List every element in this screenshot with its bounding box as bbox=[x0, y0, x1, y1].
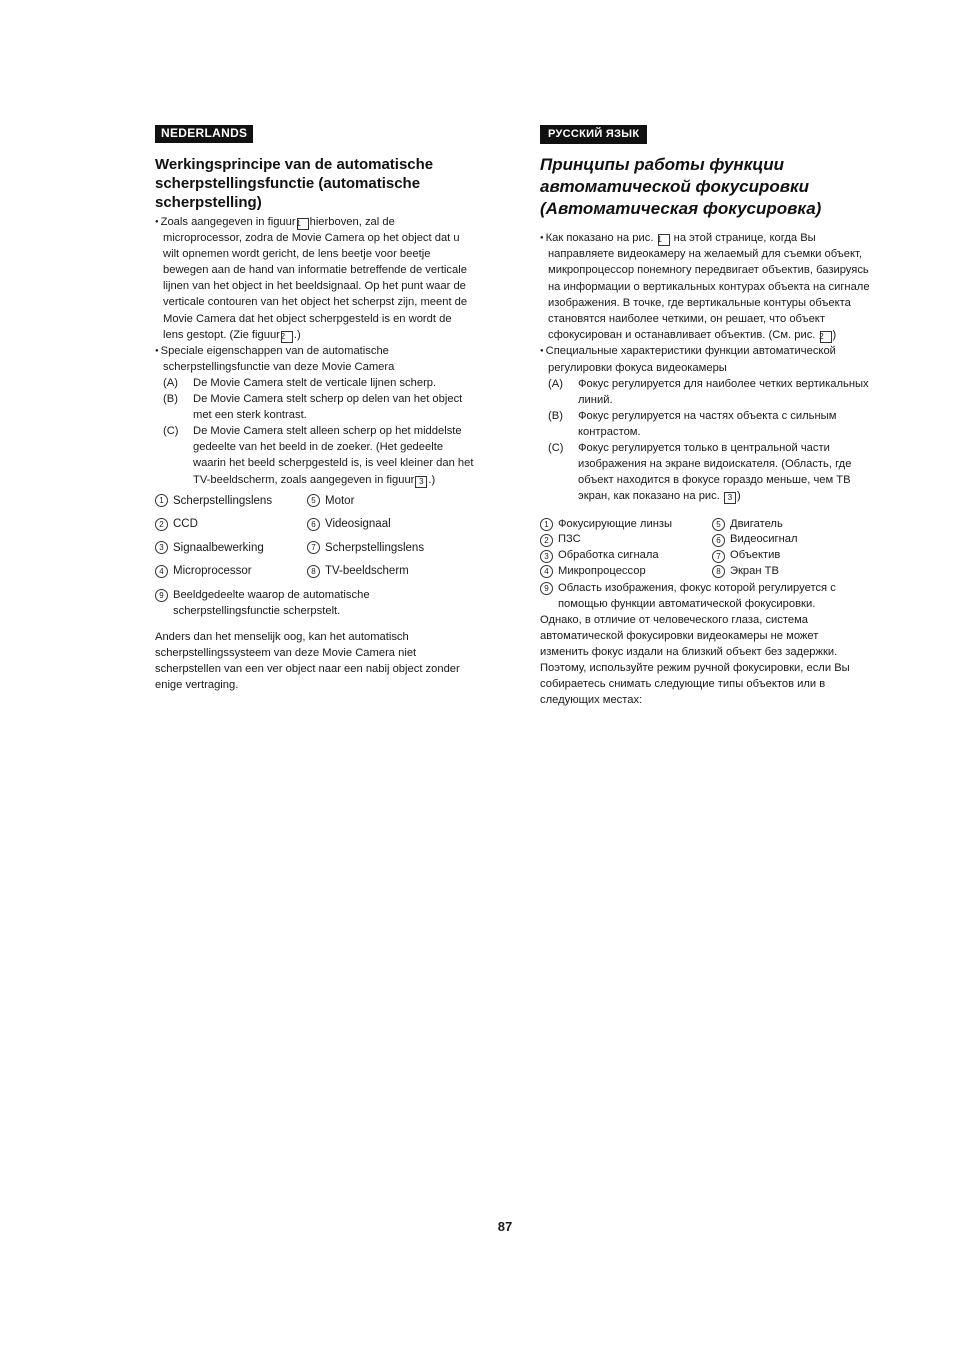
legend-text: Двигатель bbox=[730, 517, 783, 530]
item-label: (C) bbox=[163, 425, 179, 438]
closing-paragraph-ru: Однако, в отличие от человеческого глаза, система автоматической фокусировки видеокамеры не может изменить фокус издали на близкий объект без задержки. Поэтому, используйте режим ручной фокусировки, если Вы собираетесь снимать следующие типы объектов или в следующих местах: bbox=[540, 613, 850, 707]
legend-text: ПЗС bbox=[558, 533, 581, 546]
list-item bbox=[540, 376, 870, 408]
figure-ref-icon: 1 bbox=[297, 218, 309, 230]
legend-text: Видеосигнал bbox=[730, 533, 798, 546]
legend-text: CCD bbox=[173, 518, 198, 531]
item-c-end: .) bbox=[428, 473, 436, 486]
legend-item bbox=[307, 516, 475, 533]
circled-number-icon: 9 bbox=[155, 589, 168, 602]
closing-paragraph-nl: Anders dan het menselijk oog, kan het automatisch scherpstellingssysteem van deze Movie Camera niet scherpstellen van een ver object naar een nabij object zonder enige vertraging. bbox=[155, 630, 460, 692]
legend-text: TV-beeldscherm bbox=[325, 565, 409, 578]
figure-ref-icon: 1 bbox=[658, 234, 670, 246]
legend-text: Microprocessor bbox=[173, 565, 252, 578]
legend-item bbox=[155, 540, 307, 557]
bullet-paragraph-2-nl: ● Speciale eigenschappen van de automatische scherpstellingsfunctie van deze Movie Camera bbox=[155, 343, 475, 375]
circled-number-icon: 9 bbox=[540, 582, 553, 595]
circled-number-icon: 1 bbox=[155, 494, 168, 507]
list-item bbox=[155, 375, 475, 391]
legend-text: Микропроцессор bbox=[558, 564, 646, 577]
item-label: (B) bbox=[163, 393, 178, 406]
item-label: (A) bbox=[548, 377, 563, 390]
bullet-paragraph-1-ru bbox=[540, 230, 870, 343]
list-item bbox=[540, 408, 870, 440]
bullet-paragraph-2-ru: ● Специальные характеристики функции автоматической регулировки фокуса видеокамеры bbox=[540, 343, 870, 375]
bullet1-end-nl: .) bbox=[293, 328, 301, 341]
legend-item bbox=[155, 563, 307, 580]
list-item bbox=[155, 423, 475, 487]
section-title-ru: Принципы работы функции автоматической фокусировки (Автоматическая фокусировка) bbox=[540, 155, 822, 218]
item-text-c bbox=[578, 440, 870, 504]
circled-number-icon: 7 bbox=[307, 541, 320, 554]
circled-number-icon: 2 bbox=[540, 534, 553, 547]
dutch-column bbox=[155, 124, 475, 704]
figure-ref-icon: 3 bbox=[415, 476, 427, 488]
bullet1-start-nl: Zoals aangegeven in figuur bbox=[160, 216, 296, 228]
item-text: De Movie Camera stelt de verticale lijnen scherp. bbox=[193, 376, 437, 389]
legend-item bbox=[155, 493, 307, 510]
legend-note-ru bbox=[540, 580, 870, 612]
section-title-nl: Werkingsprincipe van de automatische scherpstellingsfunctie (automatische scherpstelling) bbox=[155, 156, 434, 211]
legend-text: Scherpstellingslens bbox=[325, 541, 425, 554]
legend-text: Signaalbewerking bbox=[173, 541, 264, 554]
bullet1-end-ru: ) bbox=[832, 329, 837, 342]
list-item bbox=[155, 391, 475, 423]
circled-number-icon: 6 bbox=[307, 518, 320, 531]
figure-legend-nl bbox=[155, 493, 475, 580]
circled-number-icon: 8 bbox=[307, 565, 320, 578]
figure-ref-icon: 2 bbox=[281, 331, 293, 343]
legend-text: Обработка сигнала bbox=[558, 549, 659, 562]
legend-text: Scherpstellingslens bbox=[173, 494, 273, 507]
legend-text: Videosignaal bbox=[325, 518, 391, 531]
legend-item bbox=[540, 532, 712, 548]
circled-number-icon: 5 bbox=[712, 518, 725, 531]
legend-item bbox=[712, 517, 870, 533]
item-text-c bbox=[193, 423, 475, 487]
item-c-text: De Movie Camera stelt alleen scherp op het middelste gedeelte van het beeld in de zoeker. (Het gedeelte waarin het beeld scherpgesteld is, is veel kleiner dan het TV-beeldscherm, zoals aangegeven in figuur bbox=[193, 425, 474, 486]
page-number: 87 bbox=[497, 1219, 513, 1234]
circled-number-icon: 1 bbox=[540, 518, 553, 531]
item-text: Фокус регулируется для наиболее четких вертикальных линий. bbox=[578, 377, 869, 406]
bullet-paragraph-1-nl bbox=[155, 214, 475, 343]
figure-legend-ru bbox=[540, 517, 870, 580]
russian-column bbox=[540, 124, 870, 720]
legend-item bbox=[712, 564, 870, 580]
legend-item bbox=[540, 517, 712, 533]
list-item bbox=[540, 440, 870, 504]
circled-number-icon: 7 bbox=[712, 550, 725, 563]
item-label: (B) bbox=[548, 410, 563, 423]
legend-item bbox=[712, 548, 870, 564]
legend-item bbox=[540, 548, 712, 564]
legend-item bbox=[540, 564, 712, 580]
legend-item bbox=[712, 532, 870, 548]
legend-text: Экран ТВ bbox=[730, 564, 779, 577]
bullet1-body-nl: hierboven, zal de microprocessor, zodra de Movie Camera op het object dat u wilt opnemen wordt gericht, de lens beetje voor beetje bewegen aan de hand van informatie betreffende de verticale lijnen van het object in het beeldsignaal. Op het punt waar de verticale contouren van het object het scherpst zijn, meent de Movie Camera dat het object scherpgesteld is en wordt de lens gestopt. (Zie figuur bbox=[163, 216, 468, 341]
item-text: Фокус регулируется на частях объекта с сильным контрастом. bbox=[578, 410, 837, 439]
circled-number-icon: 5 bbox=[307, 494, 320, 507]
item-text: De Movie Camera stelt scherp op delen van het object met een sterk kontrast. bbox=[193, 393, 463, 422]
circled-number-icon: 3 bbox=[540, 550, 553, 563]
circled-number-icon: 2 bbox=[155, 518, 168, 531]
item-label: (C) bbox=[548, 442, 564, 455]
bullet1-body-ru: на этой странице, когда Вы направляете видеокамеру на желаемый для съемки объект, микропроцессор понемногу передвигает объектив, базируясь на информации о вертикальных контурах объекта на сигнале изображения. В точке, где вертикальные контуры объекта становятся наиболее четкими, он решает, что объект сфокусирован и останавливает объектив. (См. рис. bbox=[548, 232, 870, 342]
circled-number-icon: 4 bbox=[155, 565, 168, 578]
bullet1-start-ru: Как показано на рис. bbox=[545, 232, 654, 244]
figure-ref-icon: 2 bbox=[820, 331, 832, 343]
legend-item bbox=[307, 540, 475, 557]
legend-text: Motor bbox=[325, 494, 355, 507]
legend-text: Объектив bbox=[730, 549, 781, 562]
note-text: Область изображения, фокус которой регулируется с помощью функции автоматической фокусировки. bbox=[558, 581, 836, 610]
legend-item bbox=[307, 563, 475, 580]
note-text: Beeldgedeelte waarop de automatische scherpstellingsfunctie scherpstelt. bbox=[173, 588, 370, 617]
item-c-text: Фокус регулируется только в центральной части изображения на экране видоискателя. (Область, где объект находится в фокусе гораздо меньше, чем ТВ экран, как показано на рис. bbox=[578, 442, 852, 503]
language-badge-nl: NEDERLANDS bbox=[155, 125, 253, 143]
circled-number-icon: 8 bbox=[712, 565, 725, 578]
item-c-end: ) bbox=[736, 490, 741, 503]
figure-ref-icon: 3 bbox=[724, 492, 736, 504]
legend-item bbox=[155, 516, 307, 533]
circled-number-icon: 3 bbox=[155, 541, 168, 554]
legend-text: Фокусирующие линзы bbox=[558, 517, 673, 530]
circled-number-icon: 6 bbox=[712, 534, 725, 547]
legend-item bbox=[307, 493, 475, 510]
language-badge-ru: РУССКИЙ ЯЗЫК bbox=[540, 125, 647, 144]
circled-number-icon: 4 bbox=[540, 565, 553, 578]
legend-note-nl bbox=[155, 587, 475, 619]
item-label: (A) bbox=[163, 376, 178, 389]
